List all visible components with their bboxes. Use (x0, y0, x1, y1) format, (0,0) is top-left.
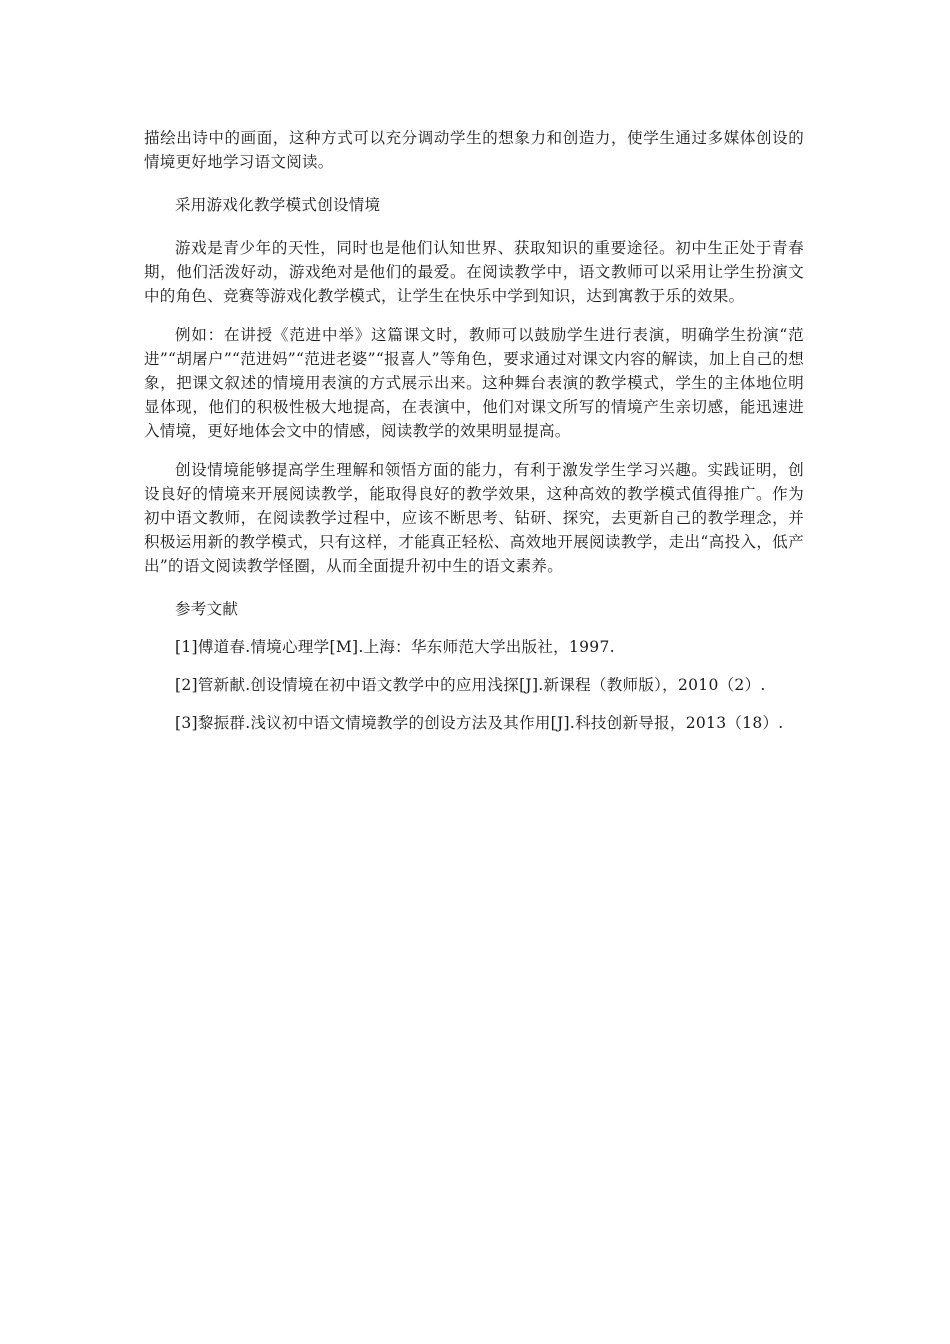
section-heading: 采用游戏化教学模式创设情境 (175, 196, 381, 214)
reference-item-3: [3]黎振群.浅议初中语文情境教学的创设方法及其作用[J].科技创新导报，2013（18）. (175, 714, 784, 732)
paragraph-example: 例如：在讲授《范进中举》这篇课文时，教师可以鼓励学生进行表演，明确学生扮演“范进”“胡屠户”“范进妈”“范进老婆”“报喜人”等角色，要求通过对课文内容的解读，加上自己的想象，把课文叙述的情境用表演的方式展示出来。这种舞台表演的教学模式，学生的主体地位明显体现，他们的积极性极大地提高，在表演中，他们对课文所写的情境产生亲切感，能迅速进入情境，更好地体会文中的情感，阅读教学的效果明显提高。 (144, 326, 804, 440)
paragraph-intro: 描绘出诗中的画面，这种方式可以充分调动学生的想象力和创造力，使学生通过多媒体创设的情境更好地学习语文阅读。 (144, 129, 804, 171)
document-page (144, 126, 804, 735)
reference-item-2: [2]管新献.创设情境在初中语文教学中的应用浅探[J].新课程（教师版），2010（2）. (175, 676, 766, 694)
paragraph-games: 游戏是青少年的天性，同时也是他们认知世界、获取知识的重要途径。初中生正处于青春期，他们活泼好动，游戏绝对是他们的最爱。在阅读教学中，语文教师可以采用让学生扮演文中的角色、竞赛等游戏化教学模式，让学生在快乐中学到知识，达到寓教于乐的效果。 (144, 239, 804, 305)
reference-item-1: [1]傅道春.情境心理学[M].上海：华东师范大学出版社，1997. (175, 638, 615, 656)
paragraph-conclusion: 创设情境能够提高学生理解和领悟方面的能力，有利于激发学生学习兴趣。实践证明，创设良好的情境来开展阅读教学，能取得良好的教学效果，这种高效的教学模式值得推广。作为初中语文教师，在阅读教学过程中，应该不断思考、钻研、探究，去更新自己的教学理念，并积极运用新的教学模式，只有这样，才能真正轻松、高效地开展阅读教学，走出“高投入，低产出”的语文阅读教学怪圈，从而全面提升初中生的语文素养。 (144, 461, 804, 575)
references-title: 参考文献 (175, 600, 239, 618)
